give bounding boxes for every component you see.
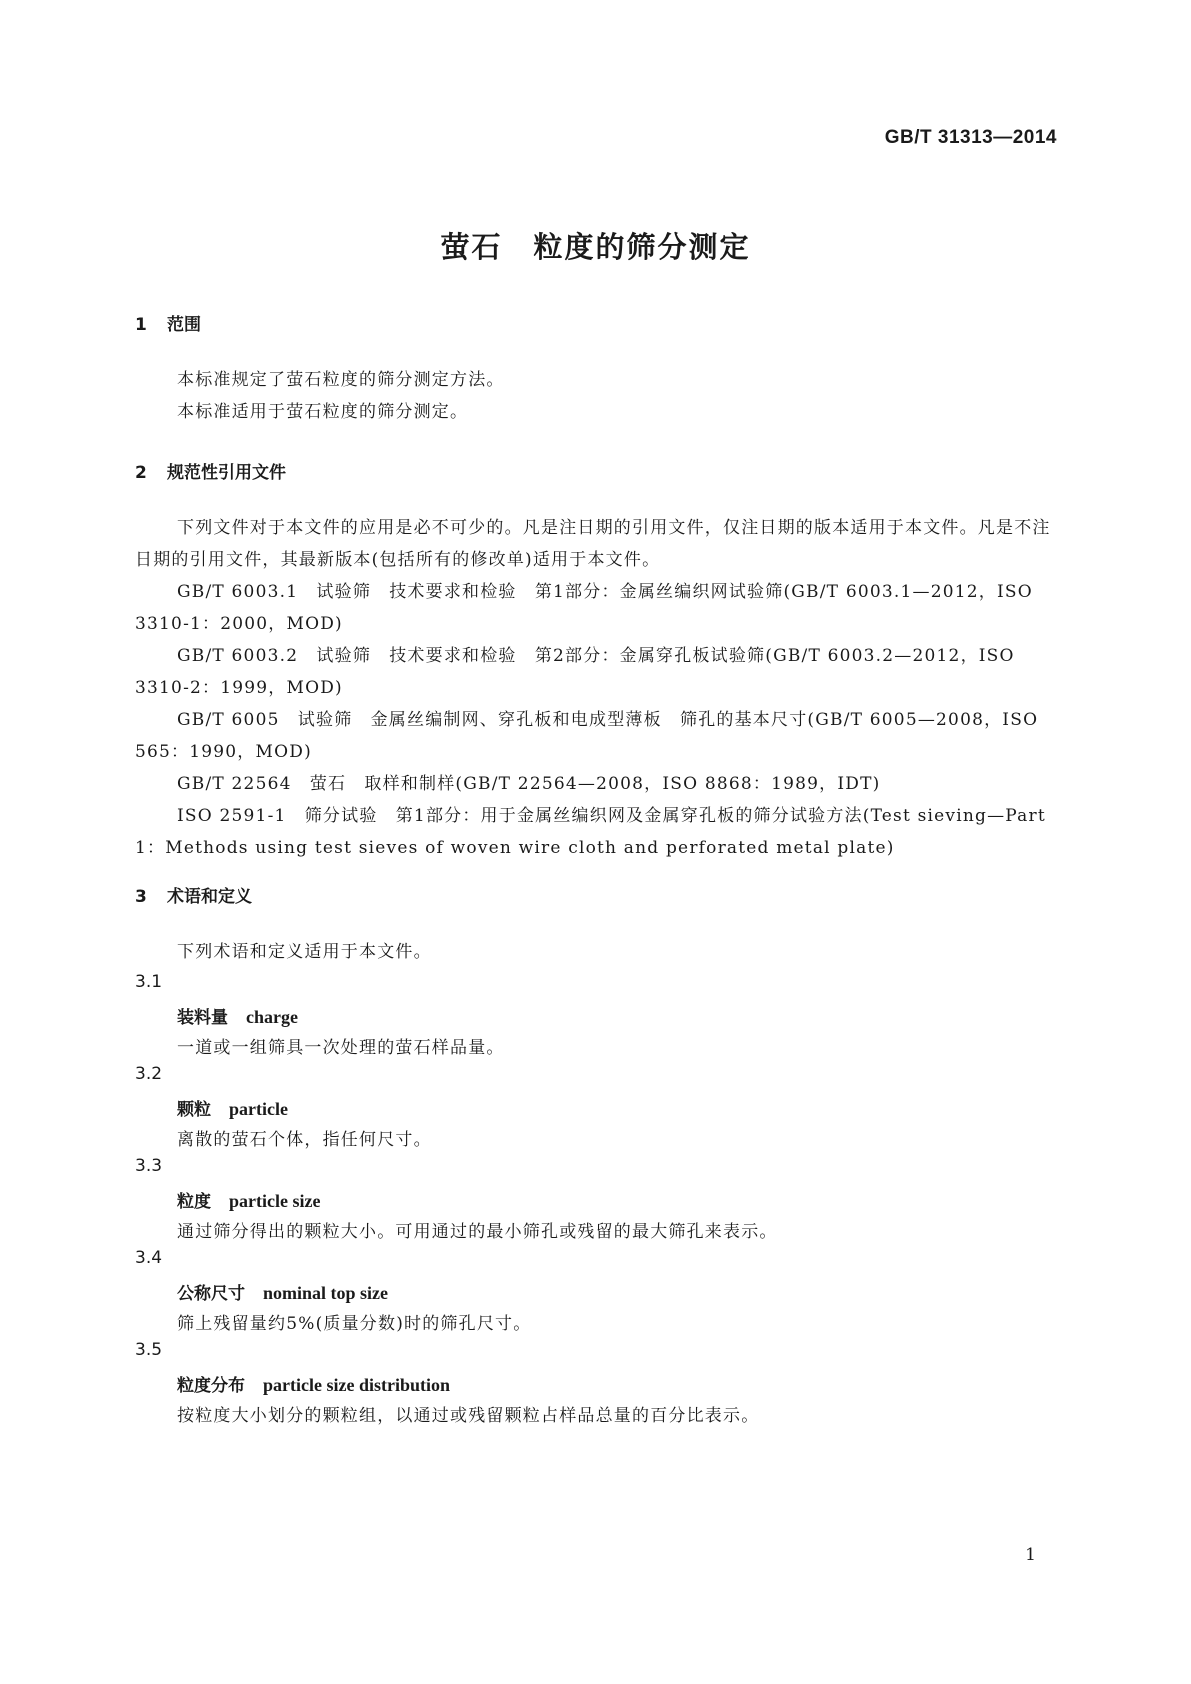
term-en: charge xyxy=(246,1007,298,1027)
term-zh: 粒度分布 xyxy=(177,1376,245,1396)
standard-number: GB/T 31313—2014 xyxy=(884,127,1057,148)
section-title: 规范性引用文件 xyxy=(167,463,286,483)
reference-item: GB/T 6003.1 试验筛 技术要求和检验 第1部分：金属丝编织网试验筛(GB/T 6003.1—2012，ISO 3310-1：2000，MOD) xyxy=(135,582,1033,634)
paragraph: 本标准规定了萤石粒度的筛分测定方法。 xyxy=(177,370,505,390)
term-zh: 公称尺寸 xyxy=(177,1284,245,1304)
term-zh: 装料量 xyxy=(177,1008,228,1028)
section-heading-normative-references xyxy=(135,458,286,483)
term-definition: 筛上残留量约5%(质量分数)时的筛孔尺寸。 xyxy=(177,1314,532,1334)
term-number: 3.1 xyxy=(135,972,163,992)
section-heading-terms xyxy=(135,882,252,907)
paragraph: 本标准适用于萤石粒度的筛分测定。 xyxy=(177,402,469,422)
term-definition: 一道或一组筛具一次处理的萤石样品量。 xyxy=(177,1038,505,1058)
reference-item: GB/T 6005 试验筛 金属丝编制网、穿孔板和电成型薄板 筛孔的基本尺寸(GB/T 6005—2008，ISO 565：1990，MOD) xyxy=(135,710,1039,762)
term-en: particle size xyxy=(229,1191,321,1211)
section-title: 范围 xyxy=(167,315,201,335)
term-zh: 颗粒 xyxy=(177,1100,211,1120)
term-number: 3.5 xyxy=(135,1340,163,1360)
page-number: 1 xyxy=(1025,1545,1036,1565)
term-number: 3.2 xyxy=(135,1064,163,1084)
reference-item: ISO 2591-1 筛分试验 第1部分：用于金属丝编织网及金属穿孔板的筛分试验方法(Test sieving—Part 1：Methods using test sieves of woven wire cloth and perforated metal plate) xyxy=(135,806,1046,858)
term-name xyxy=(177,1003,298,1028)
term-number: 3.4 xyxy=(135,1248,163,1268)
term-definition: 通过筛分得出的颗粒大小。可用通过的最小筛孔或残留的最大筛孔来表示。 xyxy=(177,1222,778,1242)
term-name xyxy=(177,1371,450,1396)
term-en: particle size distribution xyxy=(263,1375,450,1395)
term-en: nominal top size xyxy=(263,1283,389,1303)
reference-item: GB/T 22564 萤石 取样和制样(GB/T 22564—2008，ISO 8868：1989，IDT) xyxy=(177,774,881,794)
section-number: 1 xyxy=(135,315,147,335)
section-title: 术语和定义 xyxy=(167,887,252,907)
term-name xyxy=(177,1095,288,1120)
references-paragraphs xyxy=(135,512,1059,864)
terms-intro: 下列术语和定义适用于本文件。 xyxy=(177,942,432,962)
paragraph: 下列文件对于本文件的应用是必不可少的。凡是注日期的引用文件，仅注日期的版本适用于本文件。凡是不注日期的引用文件，其最新版本(包括所有的修改单)适用于本文件。 xyxy=(135,518,1051,570)
term-number: 3.3 xyxy=(135,1156,163,1176)
scope-paragraphs xyxy=(135,364,1059,428)
term-name xyxy=(177,1187,320,1212)
term-en: particle xyxy=(229,1099,288,1119)
section-number: 3 xyxy=(135,887,147,907)
term-zh: 粒度 xyxy=(177,1192,211,1212)
section-heading-scope xyxy=(135,310,201,335)
term-definition: 离散的萤石个体，指任何尺寸。 xyxy=(177,1130,432,1150)
term-definition: 按粒度大小划分的颗粒组，以通过或残留颗粒占样品总量的百分比表示。 xyxy=(177,1406,760,1426)
reference-item: GB/T 6003.2 试验筛 技术要求和检验 第2部分：金属穿孔板试验筛(GB/T 6003.2—2012，ISO 3310-2：1999，MOD) xyxy=(135,646,1015,698)
term-name xyxy=(177,1279,388,1304)
section-number: 2 xyxy=(135,463,147,483)
document-title: 萤石 粒度的筛分测定 xyxy=(440,230,751,264)
